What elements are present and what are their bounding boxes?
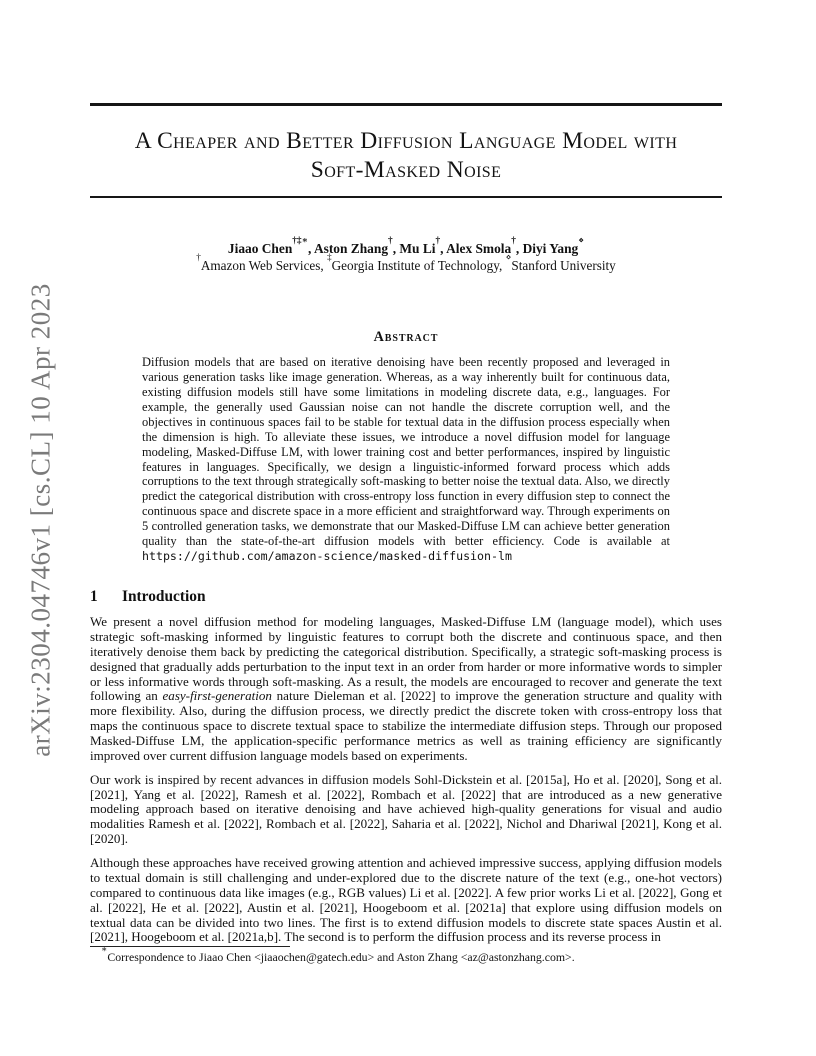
intro-p1-text: We present a novel diffusion method for modeling languages, Masked-Diffuse LM (language model), which uses strategic soft-masking informed by linguistic features to corrupt both the discrete and continuous space, and then iteratively denoise them back by predicting the categorical distribution. Specifically, a strategic soft-masking process is designed that gradually adds perturbation to the input text in an order from harder or more informative words to simpler or less informative words through soft-masking. As a result, the models are encouraged to recover and generate the text following an	[90, 614, 722, 704]
intro-p1-text-cont: nature Dieleman et al. [2022] to improve the generation structure and quality with more flexibility. Also, during the diffusion process, we directly predict the discrete token with cross-entropy loss that maps the continuous space to discrete textual space to stabilize the intermediate diffusion steps. Through our proposed Masked-Diffuse LM, the application-specific performance metrics as well as training efficiency are significantly improved over current diffusion language models based on experiments.	[90, 688, 723, 763]
footnote-area	[90, 946, 722, 964]
easy-first-generation-emphasis: easy-first-generation	[162, 688, 272, 704]
affiliation-gatech: ‡Georgia Institute of Technology,	[327, 253, 506, 274]
intro-paragraph-3: Although these approaches have received growing attention and achieved impressive success, applying diffusion models to textual domain is still challenging and under-explored due to the discrete nature of the text (e.g., one-hot vectors) compared to continuous data like images (e.g., RGB values) Li et al. [2022]. A few prior works Li et al. [2022], Gong et al. [2022], He et al. [2022], Austin et al. [2021], Hoogeboom et al. [2021a] that explore using diffusion models on textual data can be divided into two lines. The first is to extend diffusion models to discrete state spaces Austin et al. [2021], Hoogeboom et al. [2021a,b]. The second is to perform the diffusion process and its reverse process in	[90, 855, 722, 945]
author-diyi-yang: Diyi Yang⋄	[522, 236, 585, 257]
correspondence-text: Correspondence to Jiaao Chen <jiaaochen@gatech.edu> and Aston Zhang <az@astonzhang.com>.	[107, 950, 575, 965]
abstract-body	[142, 355, 670, 564]
abstract-text: Diffusion models that are based on iterative denoising have been recently proposed and leveraged in various generation tasks like image generation. Whereas, as a way inherently built for continuous data, existing diffusion models still have some limitations in modeling discrete data, e.g., languages. For example, the generally used Gaussian noise can not handle the discrete corruption well, and the objectives in continuous spaces fail to be stable for textual data in the diffusion process especially when the dimension is high. To alleviate these issues, we introduce a novel diffusion model for language modeling, Masked-Diffuse LM, with lower training cost and better performances, inspired by linguistic features in languages. Specifically, we design a linguistic-informed forward process which adds corruptions to the text through strategically soft-masking to better noise the textual data. Also, we directly predict the categorical distribution with cross-entropy loss function in every diffusion step to connect the continuous space and discrete space in a more efficient and straightforward way. Through experiments on 5 controlled generation tasks, we demonstrate that our Masked-Diffuse LM can achieve better generation quality than the state-of-the-art diffusion models with better efficiency.	[142, 355, 670, 549]
paper-title-line1: A Cheaper and Better Diffusion Language Model with	[134, 127, 678, 154]
title-rule-bottom	[90, 196, 722, 199]
author-line	[90, 236, 722, 257]
author-affiliation-marks: †	[435, 236, 441, 247]
footnote-rule	[90, 946, 290, 947]
section-1-heading	[90, 587, 722, 606]
author-jiaao-chen: Jiaao Chen†‡∗,	[227, 236, 314, 257]
affiliation-amazon: †Amazon Web Services,	[196, 253, 327, 274]
author-affiliation-marks: ⋄	[578, 236, 585, 247]
affiliation-mark: †	[196, 253, 201, 264]
affiliation-mark: ⋄	[505, 253, 512, 264]
author-mu-li: Mu Li†,	[399, 236, 447, 257]
author-affiliation-marks: †‡∗	[292, 236, 308, 247]
arxiv-watermark: arXiv:2304.04746v1 [cs.CL] 10 Apr 2023	[25, 283, 56, 757]
section-number: 1	[90, 587, 98, 605]
footnote-mark: ∗	[101, 944, 108, 955]
affiliation-line	[90, 253, 722, 274]
author-aston-zhang: Aston Zhang†,	[313, 236, 400, 257]
author-affiliation-marks: †	[388, 236, 393, 247]
author-affiliation-marks: †	[511, 236, 516, 247]
correspondence-footnote	[90, 944, 722, 965]
section-title: Introduction	[122, 587, 206, 605]
title-rule-top	[90, 103, 722, 106]
intro-paragraph-1	[90, 615, 722, 763]
code-availability-text: Code is available at	[553, 534, 670, 549]
abstract-heading: Abstract	[373, 329, 439, 346]
paper-title	[90, 127, 722, 185]
affiliation-stanford: ⋄Stanford University	[505, 253, 616, 274]
paper-title-line2: Soft-Masked Noise	[310, 156, 502, 183]
paper-content	[90, 103, 722, 945]
code-repo-link[interactable]: https://github.com/amazon-science/masked-diffusion-lm	[142, 548, 512, 563]
author-alex-smola: Alex Smola†,	[446, 236, 523, 257]
affiliation-mark: ‡	[327, 253, 332, 264]
intro-paragraph-2: Our work is inspired by recent advances in diffusion models Sohl-Dickstein et al. [2015a], Ho et al. [2020], Song et al. [2021], Yang et al. [2022], Ramesh et al. [2022], Rombach et al. [2022] that are introduced as a new generative modeling approach based on iterative denoising and have achieved high-quality generations for visual and audio modalities Ramesh et al. [2022], Rombach et al. [2022], Saharia et al. [2022], Nichol and Dhariwal [2021], Kong et al. [2020].	[90, 771, 722, 847]
